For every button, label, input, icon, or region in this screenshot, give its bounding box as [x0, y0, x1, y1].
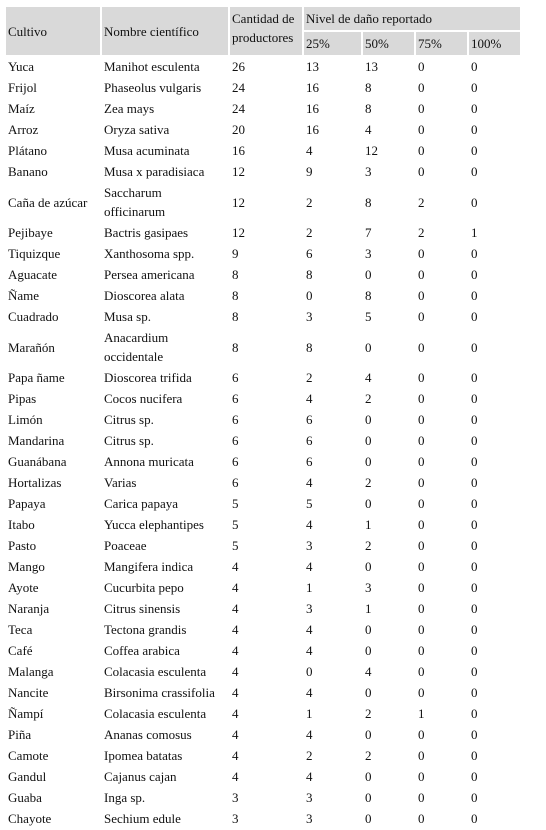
cell-nombre-cientifico: Oryza sativa — [104, 122, 170, 137]
cell-75: 0 — [418, 643, 425, 658]
cell-cantidad: 4 — [232, 769, 239, 784]
cell-cantidad: 6 — [232, 412, 239, 427]
cell-cultivo: Cuadrado — [8, 309, 59, 324]
cell-100: 0 — [471, 59, 478, 74]
cell-100: 0 — [471, 790, 478, 805]
cell-cultivo: Mandarina — [8, 433, 65, 448]
cell-100: 0 — [471, 391, 478, 406]
cell-cultivo: Itabo — [8, 517, 35, 532]
cell-75: 0 — [418, 339, 425, 355]
cell-cultivo: Banano — [8, 164, 48, 179]
cell-75: 0 — [418, 769, 425, 784]
cell-50: 0 — [365, 412, 372, 427]
cell-75: 0 — [418, 80, 425, 95]
cell-nombre-cientifico: Birsonima crassifolia — [104, 685, 215, 700]
cell-cultivo: Yuca — [8, 59, 34, 74]
cell-50: 13 — [365, 59, 378, 74]
cell-75: 1 — [418, 706, 425, 721]
cell-nombre-cientifico: Phaseolus vulgaris — [104, 80, 202, 95]
cell-100: 0 — [471, 538, 478, 553]
cell-50: 2 — [365, 706, 372, 721]
cell-cultivo: Caña de azúcar — [8, 194, 88, 210]
cell-25: 5 — [306, 496, 313, 511]
cell-nombre-cientifico: Manihot esculenta — [104, 59, 200, 74]
cell-75: 0 — [418, 267, 425, 282]
cell-100: 0 — [471, 601, 478, 616]
cell-25: 3 — [306, 601, 313, 616]
cell-100: 0 — [471, 412, 478, 427]
cell-25: 4 — [306, 475, 313, 490]
cell-nombre-cientifico: Dioscorea alata — [104, 288, 185, 303]
cell-100: 0 — [471, 122, 478, 137]
cell-50: 1 — [365, 517, 372, 532]
header-cantidad-productores: Cantidad de productores — [230, 7, 302, 55]
table-row — [6, 746, 520, 765]
cell-nombre-cientifico: Anacardium occidentale — [104, 330, 169, 364]
cell-50: 3 — [365, 164, 372, 179]
cell-25: 4 — [306, 769, 313, 784]
cell-25: 16 — [306, 122, 319, 137]
cell-nombre-cientifico: Musa x paradisiaca — [104, 164, 205, 179]
cell-75: 0 — [418, 622, 425, 637]
cell-cantidad: 6 — [232, 391, 239, 406]
cell-75: 0 — [418, 122, 425, 137]
cell-nombre-cientifico: Saccharum officinarum — [104, 185, 166, 219]
cell-cantidad: 4 — [232, 685, 239, 700]
cell-cultivo: Papa ñame — [8, 370, 65, 385]
header-cultivo: Cultivo — [6, 7, 100, 55]
table-row — [6, 599, 520, 618]
cell-100: 0 — [471, 475, 478, 490]
cell-cantidad: 8 — [232, 267, 239, 282]
cell-nombre-cientifico: Sechium edule — [104, 811, 181, 826]
cell-50: 0 — [365, 769, 372, 784]
cell-100: 0 — [471, 80, 478, 95]
cell-50: 12 — [365, 143, 378, 158]
cell-50: 0 — [365, 454, 372, 469]
table-row — [6, 452, 520, 471]
cell-50: 0 — [365, 622, 372, 637]
table-row — [6, 557, 520, 576]
cell-cantidad: 4 — [232, 601, 239, 616]
cell-cultivo: Nancite — [8, 685, 49, 700]
table-row — [6, 704, 520, 723]
cell-cantidad: 3 — [232, 811, 239, 826]
cell-nombre-cientifico: Inga sp. — [104, 790, 146, 805]
cell-100: 0 — [471, 769, 478, 784]
cell-100: 0 — [471, 164, 478, 179]
cell-75: 0 — [418, 811, 425, 826]
cell-25: 0 — [306, 664, 313, 679]
cell-75: 0 — [418, 433, 425, 448]
cell-75: 0 — [418, 370, 425, 385]
table-row — [6, 788, 520, 807]
cell-50: 2 — [365, 538, 372, 553]
cell-25: 8 — [306, 267, 313, 282]
cell-cantidad: 4 — [232, 664, 239, 679]
cell-cantidad: 5 — [232, 496, 239, 511]
cell-nombre-cientifico: Tectona grandis — [104, 622, 187, 637]
cell-cantidad: 4 — [232, 559, 239, 574]
cell-75: 0 — [418, 288, 425, 303]
cell-25: 0 — [306, 288, 313, 303]
cell-cultivo: Guaba — [8, 790, 42, 805]
cell-100: 0 — [471, 580, 478, 595]
cell-100: 0 — [471, 706, 478, 721]
cell-cultivo: Teca — [8, 622, 33, 637]
cell-cantidad: 24 — [232, 80, 245, 95]
cell-cultivo: Pejibaye — [8, 225, 53, 240]
cell-100: 0 — [471, 339, 478, 355]
table-row — [6, 473, 520, 492]
cell-50: 5 — [365, 309, 372, 324]
cell-50: 0 — [365, 727, 372, 742]
cell-25: 13 — [306, 59, 319, 74]
table-row — [6, 162, 520, 181]
cell-25: 16 — [306, 101, 319, 116]
cell-cultivo: Camote — [8, 748, 49, 763]
cell-25: 4 — [306, 559, 313, 574]
cell-25: 6 — [306, 246, 313, 261]
cell-50: 0 — [365, 267, 372, 282]
cell-cultivo: Marañón — [8, 339, 55, 355]
table-row — [6, 223, 520, 242]
cell-50: 8 — [365, 288, 372, 303]
cell-25: 2 — [306, 225, 313, 240]
cell-75: 0 — [418, 517, 425, 532]
cell-cultivo: Papaya — [8, 496, 46, 511]
cell-cantidad: 4 — [232, 643, 239, 658]
cell-cantidad: 5 — [232, 517, 239, 532]
cell-50: 8 — [365, 101, 372, 116]
cell-nombre-cientifico: Colacasia esculenta — [104, 664, 207, 679]
cell-100: 0 — [471, 664, 478, 679]
cell-nombre-cientifico: Citrus sp. — [104, 412, 154, 427]
cell-50: 7 — [365, 225, 372, 240]
cell-50: 3 — [365, 580, 372, 595]
cell-cultivo: Mango — [8, 559, 45, 574]
cell-75: 0 — [418, 391, 425, 406]
cell-75: 0 — [418, 664, 425, 679]
cell-100: 0 — [471, 748, 478, 763]
cell-25: 1 — [306, 706, 313, 721]
cell-50: 8 — [365, 80, 372, 95]
cell-100: 0 — [471, 496, 478, 511]
cell-50: 0 — [365, 496, 372, 511]
cell-25: 3 — [306, 538, 313, 553]
cell-25: 2 — [306, 748, 313, 763]
cell-nombre-cientifico: Musa sp. — [104, 309, 151, 324]
cell-cultivo: Malanga — [8, 664, 54, 679]
cell-cantidad: 4 — [232, 622, 239, 637]
cell-75: 2 — [418, 225, 425, 240]
table-row — [6, 244, 520, 263]
cell-25: 4 — [306, 517, 313, 532]
table-row — [6, 515, 520, 534]
cell-100: 0 — [471, 267, 478, 282]
cell-75: 0 — [418, 496, 425, 511]
cell-50: 4 — [365, 370, 372, 385]
cell-50: 2 — [365, 748, 372, 763]
cell-75: 0 — [418, 559, 425, 574]
cell-cantidad: 12 — [232, 194, 245, 210]
cell-75: 0 — [418, 101, 425, 116]
cell-cantidad: 9 — [232, 246, 239, 261]
cell-50: 4 — [365, 664, 372, 679]
cell-25: 4 — [306, 622, 313, 637]
cell-100: 0 — [471, 246, 478, 261]
cell-cultivo: Ayote — [8, 580, 39, 595]
cell-100: 0 — [471, 309, 478, 324]
cell-75: 0 — [418, 309, 425, 324]
cell-cantidad: 8 — [232, 288, 239, 303]
cell-100: 0 — [471, 288, 478, 303]
cell-50: 8 — [365, 194, 372, 210]
header-nombre-cientifico: Nombre científico — [102, 7, 228, 55]
cell-cultivo: Gandul — [8, 769, 47, 784]
cell-100: 0 — [471, 622, 478, 637]
cell-cantidad: 4 — [232, 706, 239, 721]
table-row — [6, 620, 520, 639]
cell-cultivo: Ñampí — [8, 706, 44, 721]
table-row — [6, 99, 520, 118]
cell-cultivo: Plátano — [8, 143, 47, 158]
cell-100: 1 — [471, 225, 478, 240]
cell-100: 0 — [471, 727, 478, 742]
cell-cultivo: Limón — [8, 412, 43, 427]
cell-nombre-cientifico: Poaceae — [104, 538, 147, 553]
cell-cantidad: 4 — [232, 580, 239, 595]
cell-cantidad: 8 — [232, 339, 239, 355]
cell-nombre-cientifico: Ananas comosus — [104, 727, 192, 742]
cell-50: 0 — [365, 790, 372, 805]
cell-cultivo: Frijol — [8, 80, 37, 95]
cell-100: 0 — [471, 811, 478, 826]
cell-nombre-cientifico: Persea americana — [104, 267, 195, 282]
table-row — [6, 78, 520, 97]
cell-25: 3 — [306, 309, 313, 324]
cell-50: 1 — [365, 601, 372, 616]
cell-75: 0 — [418, 601, 425, 616]
cell-nombre-cientifico: Coffea arabica — [104, 643, 180, 658]
cell-25: 4 — [306, 643, 313, 658]
cell-100: 0 — [471, 433, 478, 448]
cell-cantidad: 12 — [232, 164, 245, 179]
cell-nombre-cientifico: Cajanus cajan — [104, 769, 177, 784]
cell-nombre-cientifico: Cocos nucifera — [104, 391, 183, 406]
cell-cultivo: Chayote — [8, 811, 52, 826]
cell-50: 0 — [365, 433, 372, 448]
cell-75: 0 — [418, 790, 425, 805]
header-25: 25% — [304, 32, 361, 55]
cell-cantidad: 6 — [232, 475, 239, 490]
cell-75: 0 — [418, 164, 425, 179]
header-nivel-dano: Nivel de daño reportado — [304, 7, 520, 30]
cell-nombre-cientifico: Ipomea batatas — [104, 748, 183, 763]
cell-100: 0 — [471, 454, 478, 469]
cell-cantidad: 6 — [232, 370, 239, 385]
cell-50: 3 — [365, 246, 372, 261]
cell-nombre-cientifico: Bactris gasipaes — [104, 225, 189, 240]
cell-cantidad: 20 — [232, 122, 245, 137]
cell-nombre-cientifico: Citrus sinensis — [104, 601, 181, 616]
cell-100: 0 — [471, 101, 478, 116]
cell-cultivo: Aguacate — [8, 267, 58, 282]
table-row — [6, 494, 520, 513]
cell-25: 16 — [306, 80, 319, 95]
cell-cultivo: Pipas — [8, 391, 37, 406]
cell-75: 0 — [418, 412, 425, 427]
cell-cultivo: Pasto — [8, 538, 37, 553]
cell-100: 0 — [471, 517, 478, 532]
cell-50: 2 — [365, 475, 372, 490]
cell-25: 4 — [306, 143, 313, 158]
header-100: 100% — [469, 32, 520, 55]
cell-cantidad: 24 — [232, 101, 245, 116]
cell-50: 0 — [365, 339, 372, 355]
cell-cultivo: Café — [8, 643, 33, 658]
cell-75: 0 — [418, 538, 425, 553]
cell-25: 3 — [306, 790, 313, 805]
cell-75: 0 — [418, 59, 425, 74]
cell-cultivo: Maíz — [8, 101, 35, 116]
cell-nombre-cientifico: Xanthosoma spp. — [104, 246, 195, 261]
cell-cantidad: 12 — [232, 225, 245, 240]
cell-cantidad: 3 — [232, 790, 239, 805]
cell-nombre-cientifico: Carica papaya — [104, 496, 178, 511]
cell-nombre-cientifico: Citrus sp. — [104, 433, 154, 448]
table-row — [6, 286, 520, 305]
cell-50: 0 — [365, 811, 372, 826]
table-row — [6, 265, 520, 284]
crop-damage-table — [4, 5, 522, 830]
table-row — [6, 368, 520, 387]
cell-100: 0 — [471, 143, 478, 158]
cell-cultivo: Naranja — [8, 601, 50, 616]
cell-100: 0 — [471, 643, 478, 658]
table-row — [6, 536, 520, 555]
cell-75: 0 — [418, 685, 425, 700]
table-row — [6, 389, 520, 408]
cell-nombre-cientifico: Yucca elephantipes — [104, 517, 204, 532]
table-row — [6, 578, 520, 597]
cell-25: 2 — [306, 370, 313, 385]
cell-cultivo: Hortalizas — [8, 475, 62, 490]
cell-nombre-cientifico: Dioscorea trifida — [104, 370, 192, 385]
cell-25: 9 — [306, 164, 313, 179]
cell-25: 6 — [306, 454, 313, 469]
table-row — [6, 328, 520, 366]
table-row — [6, 767, 520, 786]
table-row — [6, 725, 520, 744]
table-row — [6, 641, 520, 660]
cell-cantidad: 26 — [232, 59, 245, 74]
cell-25: 4 — [306, 685, 313, 700]
cell-75: 0 — [418, 454, 425, 469]
cell-cultivo: Ñame — [8, 288, 40, 303]
cell-25: 2 — [306, 194, 313, 210]
cell-75: 0 — [418, 143, 425, 158]
cell-cultivo: Guanábana — [8, 454, 67, 469]
table-row — [6, 307, 520, 326]
cell-nombre-cientifico: Musa acuminata — [104, 143, 190, 158]
cell-25: 4 — [306, 727, 313, 742]
cell-cantidad: 4 — [232, 727, 239, 742]
cell-25: 6 — [306, 412, 313, 427]
table-row — [6, 809, 520, 828]
cell-75: 0 — [418, 246, 425, 261]
cell-cantidad: 16 — [232, 143, 245, 158]
cell-25: 4 — [306, 391, 313, 406]
cell-nombre-cientifico: Mangifera indica — [104, 559, 194, 574]
cell-cantidad: 8 — [232, 309, 239, 324]
cell-cantidad: 4 — [232, 748, 239, 763]
header-50: 50% — [363, 32, 414, 55]
table-row — [6, 410, 520, 429]
cell-50: 4 — [365, 122, 372, 137]
cell-25: 1 — [306, 580, 313, 595]
cell-75: 0 — [418, 580, 425, 595]
table-row — [6, 183, 520, 221]
cell-100: 0 — [471, 559, 478, 574]
cell-nombre-cientifico: Colacasia esculenta — [104, 706, 207, 721]
cell-50: 2 — [365, 391, 372, 406]
cell-cantidad: 6 — [232, 433, 239, 448]
cell-50: 0 — [365, 559, 372, 574]
cell-75: 0 — [418, 475, 425, 490]
table-row — [6, 57, 520, 76]
table-row — [6, 431, 520, 450]
table-row — [6, 683, 520, 702]
cell-nombre-cientifico: Annona muricata — [104, 454, 194, 469]
cell-75: 0 — [418, 727, 425, 742]
header-75: 75% — [416, 32, 467, 55]
table-row — [6, 120, 520, 139]
cell-25: 6 — [306, 433, 313, 448]
cell-75: 2 — [418, 194, 425, 210]
cell-nombre-cientifico: Varias — [104, 475, 137, 490]
cell-cultivo: Piña — [8, 727, 32, 742]
cell-100: 0 — [471, 194, 478, 210]
cell-50: 0 — [365, 643, 372, 658]
cell-25: 8 — [306, 339, 313, 355]
cell-cantidad: 6 — [232, 454, 239, 469]
cell-cultivo: Arroz — [8, 122, 39, 137]
table-row — [6, 141, 520, 160]
table-row — [6, 662, 520, 681]
cell-cantidad: 5 — [232, 538, 239, 553]
cell-nombre-cientifico: Zea mays — [104, 101, 155, 116]
cell-75: 0 — [418, 748, 425, 763]
cell-50: 0 — [365, 685, 372, 700]
cell-100: 0 — [471, 685, 478, 700]
cell-25: 3 — [306, 811, 313, 826]
cell-100: 0 — [471, 370, 478, 385]
cell-cultivo: Tiquizque — [8, 246, 61, 261]
table-body — [6, 57, 520, 828]
cell-nombre-cientifico: Cucurbita pepo — [104, 580, 184, 595]
